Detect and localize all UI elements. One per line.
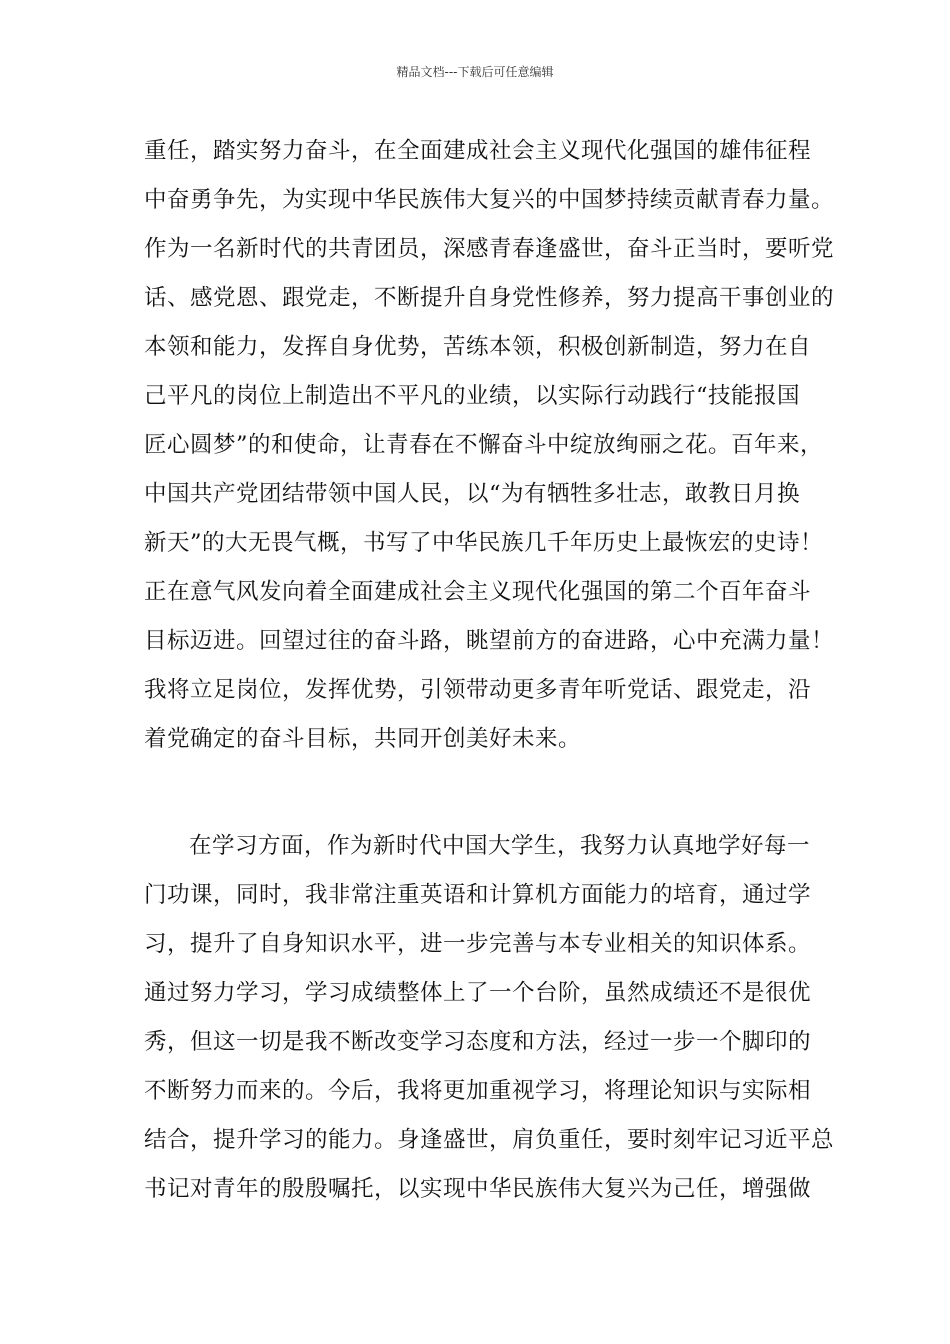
text-line: 门功课，同时，我非常注重英语和计算机方面能力的培育，通过学 <box>144 882 812 908</box>
text-line: 作为一名新时代的共青团员，深感青春逢盛世，奋斗正当时，要听党 <box>144 236 835 262</box>
page-header: 精品文档---下载后可任意编辑 <box>396 65 554 79</box>
text-line: 匠心圆梦”的和使命，让青春在不懈奋斗中绽放绚丽之花。百年来， <box>144 432 824 458</box>
text-line: 本领和能力，发挥自身优势，苦练本领，积极创新制造，努力在自 <box>144 334 812 360</box>
text-line: 目标迈进。回望过往的奋斗路，眺望前方的奋进路，心中充满力量！ <box>144 628 835 654</box>
text-line: 正在意气风发向着全面建成社会主义现代化强国的第二个百年奋斗 <box>144 579 812 605</box>
paragraph-1 <box>144 127 835 764</box>
text-line: 中国共产党团结带领中国人民，以“为有牺牲多壮志，敢教日月换 <box>144 481 801 507</box>
text-line: 秀，但这一切是我不断改变学习态度和方法，经过一步一个脚印的 <box>144 1029 812 1055</box>
text-line: 着党确定的奋斗目标，共同开创美好未来。 <box>144 726 582 752</box>
text-line: 重任，踏实努力奋斗，在全面建成社会主义现代化强国的雄伟征程 <box>144 138 812 164</box>
text-line: 话、感党恩、跟党走，不断提升自身党性修养，努力提高干事创业的 <box>144 285 835 311</box>
text-line: 通过努力学习，学习成绩整体上了一个台阶，虽然成绩还不是很优 <box>144 980 812 1006</box>
text-line: 己平凡的岗位上制造出不平凡的业绩，以实际行动践行“技能报国 <box>144 383 801 409</box>
text-line: 中奋勇争先，为实现中华民族伟大复兴的中国梦持续贡献青春力量。 <box>144 187 835 213</box>
text-line: 我将立足岗位，发挥优势，引领带动更多青年听党话、跟党走，沿 <box>144 677 812 703</box>
text-line: 书记对青年的殷殷嘱托，以实现中华民族伟大复兴为己任，增强做 <box>144 1176 812 1202</box>
text-line: 结合，提升学习的能力。身逢盛世，肩负重任，要时刻牢记习近平总 <box>144 1127 835 1153</box>
text-line: 新天”的大无畏气概，书写了中华民族几千年历史上最恢宏的史诗！ <box>144 530 824 556</box>
text-line-first: 在学习方面，作为新时代中国大学生，我努力认真地学好每一 <box>189 833 811 859</box>
text-line: 不断努力而来的。今后，我将更加重视学习，将理论知识与实际相 <box>144 1078 812 1104</box>
text-line: 习，提升了自身知识水平，进一步完善与本专业相关的知识体系。 <box>144 931 812 957</box>
paragraph-2 <box>144 822 835 1214</box>
